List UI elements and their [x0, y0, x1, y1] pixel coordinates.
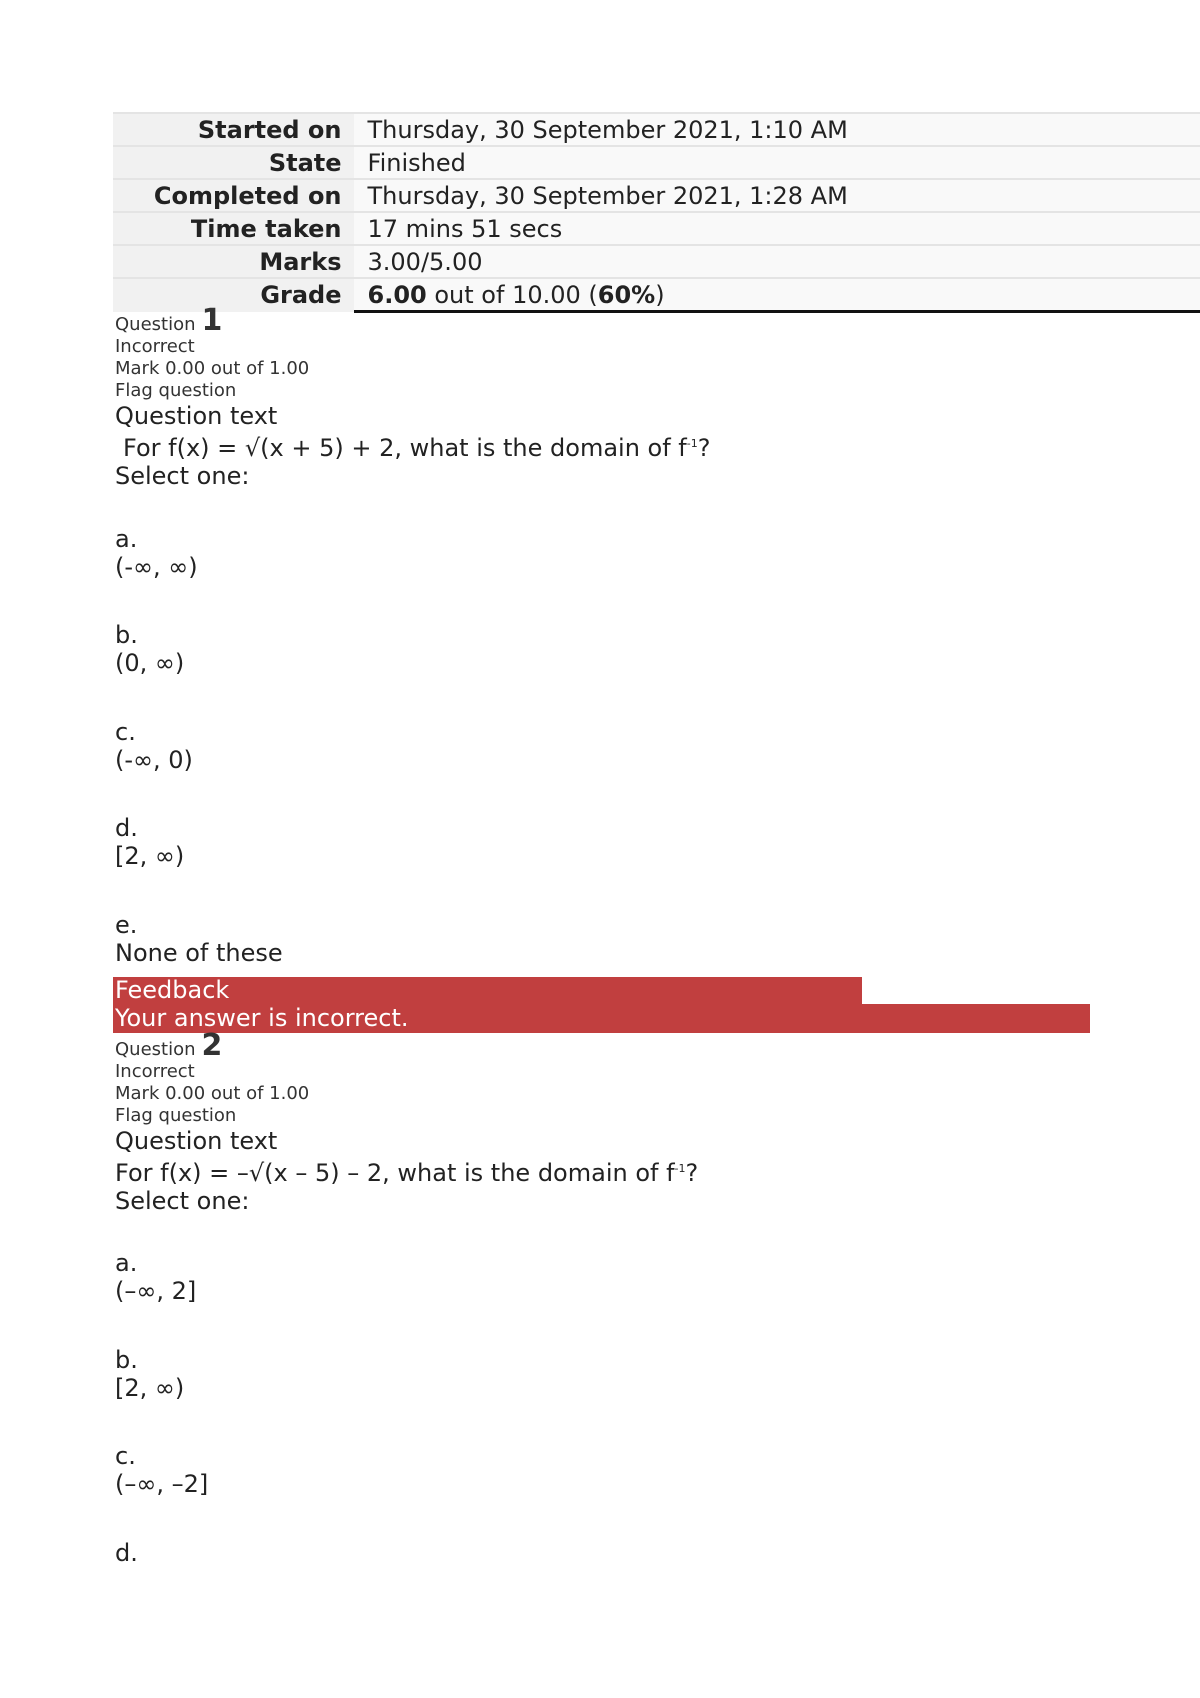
summary-value: 17 mins 51 secs: [354, 212, 1200, 245]
grade-middle: out of 10.00 (: [434, 280, 598, 309]
option-text: (0, ∞): [115, 649, 185, 677]
question-prompt: [115, 430, 710, 462]
question-prompt-end: ?: [685, 1159, 699, 1187]
option-letter: d.: [115, 814, 138, 842]
summary-row: [113, 212, 1200, 245]
option-letter: a.: [115, 525, 138, 553]
q1-option-a[interactable]: [115, 525, 198, 581]
question-text-heading: Question text: [115, 402, 278, 430]
grade-value: [354, 278, 1200, 312]
summary-label: Grade: [113, 278, 354, 312]
question-state: Incorrect: [115, 336, 195, 357]
q1-option-b[interactable]: [115, 621, 184, 677]
feedback-text: Your answer is incorrect.: [113, 1004, 1090, 1033]
feedback-heading: Feedback: [113, 977, 862, 1004]
question-2: [115, 1028, 699, 1215]
summary-label: Completed on: [113, 179, 354, 212]
q2-option-a[interactable]: [115, 1249, 196, 1305]
question-prompt-text: For f(x) = √(x + 5) + 2, what is the domain of f: [123, 434, 687, 462]
option-text: (–∞, 2]: [115, 1277, 197, 1305]
grade-percent: 60%: [597, 280, 656, 309]
question-number: 2: [201, 1028, 223, 1063]
q2-option-b[interactable]: [115, 1346, 184, 1402]
option-text: [2, ∞): [115, 1374, 185, 1402]
option-letter: b.: [115, 1346, 138, 1374]
summary-label: Marks: [113, 245, 354, 278]
grade-end: ): [655, 280, 665, 309]
select-one-label: Select one:: [115, 462, 250, 490]
summary-row: [113, 245, 1200, 278]
flag-question-link[interactable]: Flag question: [115, 1105, 237, 1126]
summary-label: Time taken: [113, 212, 354, 245]
question-number: 1: [201, 303, 223, 338]
option-letter: c.: [115, 1442, 136, 1470]
inverse-superscript: -1: [674, 1162, 686, 1175]
q1-option-c[interactable]: [115, 718, 193, 774]
summary-value: Finished: [354, 146, 1200, 179]
question-label: Question: [115, 314, 196, 335]
inverse-superscript: -1: [686, 437, 698, 450]
option-letter: a.: [115, 1249, 138, 1277]
option-text: (-∞, ∞): [115, 553, 198, 581]
option-text: (–∞, –2]: [115, 1470, 209, 1498]
grade-score: 6.00: [367, 280, 427, 309]
question-1: [115, 303, 711, 490]
question-prompt-end: ?: [697, 434, 711, 462]
option-text: (-∞, 0): [115, 746, 193, 774]
question-prompt: [115, 1155, 698, 1187]
summary-value: Thursday, 30 September 2021, 1:28 AM: [354, 179, 1200, 212]
question-prompt-text: For f(x) = –√(x – 5) – 2, what is the domain of f: [115, 1159, 675, 1187]
question-header: [115, 1028, 698, 1063]
q2-option-d[interactable]: [115, 1539, 138, 1567]
option-letter: b.: [115, 621, 138, 649]
option-letter: d.: [115, 1539, 138, 1567]
question-mark: Mark 0.00 out of 1.00: [115, 358, 310, 379]
option-text: None of these: [115, 939, 283, 967]
question-label: Question: [115, 1039, 196, 1060]
attempt-summary-table: [113, 112, 1200, 313]
flag-question-link[interactable]: Flag question: [115, 380, 237, 401]
option-letter: c.: [115, 718, 136, 746]
option-letter: e.: [115, 911, 138, 939]
q1-option-e[interactable]: [115, 911, 283, 967]
summary-row-grade: [113, 278, 1200, 312]
question-header: [115, 303, 710, 338]
summary-value: 3.00/5.00: [354, 245, 1200, 278]
option-text: [2, ∞): [115, 842, 185, 870]
q2-option-c[interactable]: [115, 1442, 208, 1498]
q1-option-d[interactable]: [115, 814, 184, 870]
summary-row: [113, 146, 1200, 179]
summary-row: [113, 113, 1200, 146]
question-mark: Mark 0.00 out of 1.00: [115, 1083, 310, 1104]
summary-label: State: [113, 146, 354, 179]
summary-row: [113, 179, 1200, 212]
question-state: Incorrect: [115, 1061, 195, 1082]
summary-value: Thursday, 30 September 2021, 1:10 AM: [354, 113, 1200, 146]
summary-label: Started on: [113, 113, 354, 146]
select-one-label: Select one:: [115, 1187, 250, 1215]
question-text-heading: Question text: [115, 1127, 278, 1155]
